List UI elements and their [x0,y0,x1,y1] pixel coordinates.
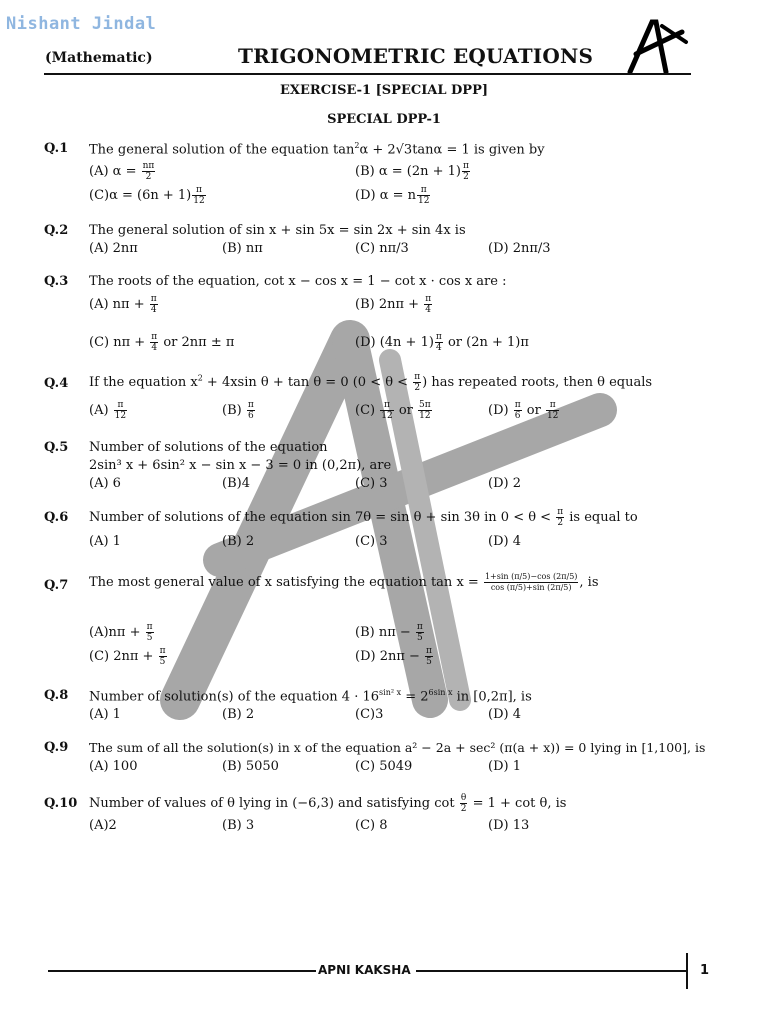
author-name: Nishant Jindal [6,14,157,34]
option-c: (C) $\frac{\pi}{12}$ or $\frac{5\pi}{12}$ [355,400,431,421]
option-b: (B) 2nπ + $\frac{\pi}{4}$ [355,294,432,315]
question-equation: 2sin³ x + 6sin² x − sin x − 3 = 0 in (0,2π), are [89,458,392,473]
question-text: The general solution of the equation $\tan^2\alpha + 2√3\tan\alpha = 1$ is given by [89,141,545,158]
exercise-heading: EXERCISE-1 [SPECIAL DPP] [279,83,489,98]
question-text: Number of solution(s) of the equation $4 \cdot 16^{sin^2 x} = 2^{6sin x}$ in [0,2π], is [89,688,532,705]
option-b: (B) $\frac{\pi}{6}$ [222,400,254,421]
option-c: (C) 3 [355,534,388,549]
option-c: (C) nπ/3 [355,241,409,256]
option-d: (D) 13 [488,818,530,833]
option-c: (C)α = (6n + 1) $\frac{\pi}{12}$ [89,185,205,206]
option-b: (B)4 [222,476,250,491]
page-title: TRIGONOMETRIC EQUATIONS [238,44,594,68]
question-text: Number of solutions of the equation [89,440,328,455]
option-a: (A) 1 [89,707,121,722]
option-a: (A) nπ + $\frac{\pi}{4}$ [89,294,157,315]
option-a: (A) α = $\frac{n\pi}{2}$ [89,161,155,182]
question-text: If the equation $x^2 + 4xsin$ θ + tan θ = 0 (0 < θ < $\frac{\pi}{2}$ ) has repeated roots, then θ equals [89,372,653,393]
option-b: (B) 3 [222,818,255,833]
question-number: Q.9 [44,740,69,755]
header-rule [44,73,691,75]
option-d: (D) 2nπ/3 [488,241,551,256]
option-a: (A)nπ + $\frac{\pi}{5}$ [89,622,153,643]
option-d: (D) 2 [488,476,521,491]
option-a: (A) 6 [89,476,121,491]
question-text: The most general value of x satisfying the equation tan x = $\frac{1+\sin (\pi/5)-\cos (2\pi/5)}{\cos (\pi/5)+\sin (2\pi/5)}$ , is [89,572,599,592]
option-c: (C) 2nπ + $\frac{\pi}{5}$ [89,646,166,667]
page-number: 1 [700,963,710,978]
question-text: Number of values of θ lying in (−6,3) and satisfying cot $\frac{\theta}{2}$ = 1 + cot θ, is [89,793,567,814]
question-number: Q.2 [44,223,69,238]
footer-divider [686,953,688,989]
question-number: Q.6 [44,510,69,525]
option-a: (A)2 [89,818,117,833]
option-d: (D) 2nπ − $\frac{\pi}{5}$ [355,646,432,667]
option-a: (A) 2nπ [89,241,138,256]
question-text: The roots of the equation, cot x − cos x = 1 − cot x · cos x are : [89,274,507,289]
question-number: Q.7 [44,578,69,593]
question-text: Number of solutions of the equation sin 7θ = sin θ + sin 3θ in 0 < θ < $\frac{\pi}{2}$ is equal to [89,507,638,528]
option-d: (D) 1 [488,759,521,774]
option-a: (A) 100 [89,759,138,774]
option-c: (C) 5049 [355,759,413,774]
option-c: (C) 3 [355,476,388,491]
question-number: Q.3 [44,274,69,289]
subject-label: (Mathematic) [45,50,153,66]
question-text: The general solution of sin x + sin 5x = sin 2x + sin 4x is [89,223,466,238]
question-number: Q.8 [44,688,69,703]
option-d: (D) 4 [488,534,521,549]
option-c: (C) nπ + $\frac{\pi}{4}$ or 2nπ ± π [89,332,235,353]
question-number: Q.5 [44,440,69,455]
question-number: Q.1 [44,141,69,156]
option-c: (C)3 [355,707,384,722]
apni-kaksha-logo [622,18,692,74]
dpp-heading: SPECIAL DPP-1 [327,112,441,127]
footer-brand: APNI KAKSHA [318,963,411,977]
option-c: (C) 8 [355,818,388,833]
option-b: (B) 2 [222,534,255,549]
option-b: (B) nπ [222,241,263,256]
option-d: (D) $\frac{\pi}{6}$ or $\frac{\pi}{12}$ [488,400,559,421]
option-d: (D) (4n + 1) $\frac{\pi}{4}$ or (2n + 1)π [355,332,529,353]
option-a: (A) $\frac{\pi}{12}$ [89,400,127,421]
question-number: Q.10 [44,796,78,811]
question-number: Q.4 [44,376,69,391]
option-b: (B) 2 [222,707,255,722]
option-a: (A) 1 [89,534,121,549]
option-b: (B) nπ − $\frac{\pi}{5}$ [355,622,423,643]
footer-rule-right [416,970,686,972]
option-d: (D) α = n $\frac{\pi}{12}$ [355,185,430,206]
question-text: The sum of all the solution(s) in x of the equation a² − 2a + sec² (π(a + x)) = 0 lying in [1,100], is [89,740,706,755]
footer-rule-left [48,970,316,972]
option-b: (B) α = (2n + 1) $\frac{\pi}{2}$ [355,161,469,182]
option-b: (B) 5050 [222,759,279,774]
option-d: (D) 4 [488,707,521,722]
